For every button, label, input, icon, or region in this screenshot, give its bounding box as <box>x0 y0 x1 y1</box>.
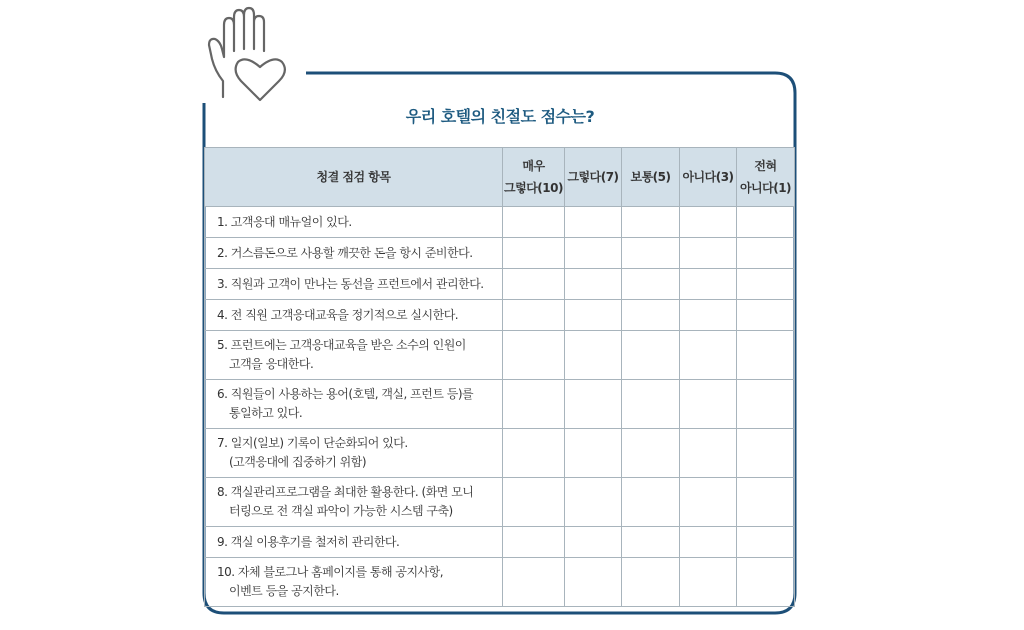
score-cell[interactable] <box>622 380 680 429</box>
score-cell[interactable] <box>737 207 795 238</box>
score-cell[interactable] <box>565 558 622 607</box>
hand-heart-icon <box>205 5 300 105</box>
score-cell[interactable] <box>622 478 680 527</box>
score-cell[interactable] <box>622 558 680 607</box>
header-score-neutral: 보통(5) <box>622 148 680 207</box>
row-item: 9. 객실 이용후기를 철저히 관리한다. <box>205 527 503 558</box>
row-item: 4. 전 직원 고객응대교육을 정기적으로 실시한다. <box>205 300 503 331</box>
score-cell[interactable] <box>622 300 680 331</box>
score-cell[interactable] <box>680 269 737 300</box>
score-cell[interactable] <box>565 300 622 331</box>
row-item: 8. 객실관리프로그램을 최대한 활용한다. (화면 모니 터링으로 전 객실 파악이 가능한 시스템 구축) <box>205 478 503 527</box>
row-item: 2. 거스름돈으로 사용할 깨끗한 돈을 항시 준비한다. <box>205 238 503 269</box>
score-cell[interactable] <box>680 238 737 269</box>
row-item: 5. 프런트에는 고객응대교육을 받은 소수의 인원이 고객을 응대한다. <box>205 331 503 380</box>
page-title: 우리 호텔의 친절도 점수는? <box>405 107 595 126</box>
score-cell[interactable] <box>680 331 737 380</box>
score-cell[interactable] <box>565 207 622 238</box>
score-cell[interactable] <box>622 269 680 300</box>
table-header-row <box>205 148 795 207</box>
row-item: 1. 고객응대 매뉴얼이 있다. <box>205 207 503 238</box>
row-item: 10. 자체 블로그나 홈페이지를 통해 공지사항, 이벤트 등을 공지한다. <box>205 558 503 607</box>
table-row <box>205 429 795 478</box>
checklist-table <box>204 147 795 607</box>
score-cell[interactable] <box>622 207 680 238</box>
score-cell[interactable] <box>565 331 622 380</box>
table-row <box>205 380 795 429</box>
table-row <box>205 238 795 269</box>
score-cell[interactable] <box>503 429 565 478</box>
score-cell[interactable] <box>622 527 680 558</box>
table-row <box>205 300 795 331</box>
score-cell[interactable] <box>565 380 622 429</box>
header-score-yes: 그렇다(7) <box>565 148 622 207</box>
score-cell[interactable] <box>503 300 565 331</box>
header-item: 청결 점검 항목 <box>205 148 503 207</box>
table-row <box>205 207 795 238</box>
score-cell[interactable] <box>565 478 622 527</box>
table-row <box>205 527 795 558</box>
score-cell[interactable] <box>503 527 565 558</box>
table-row <box>205 478 795 527</box>
table-row <box>205 331 795 380</box>
score-cell[interactable] <box>737 429 795 478</box>
score-cell[interactable] <box>565 527 622 558</box>
score-cell[interactable] <box>737 478 795 527</box>
score-cell[interactable] <box>737 527 795 558</box>
score-cell[interactable] <box>680 478 737 527</box>
score-cell[interactable] <box>503 269 565 300</box>
score-cell[interactable] <box>680 558 737 607</box>
score-cell[interactable] <box>737 558 795 607</box>
score-cell[interactable] <box>503 331 565 380</box>
score-cell[interactable] <box>503 558 565 607</box>
score-cell[interactable] <box>503 478 565 527</box>
score-cell[interactable] <box>680 380 737 429</box>
row-item: 6. 직원들이 사용하는 용어(호텔, 객실, 프런트 등)를 통일하고 있다. <box>205 380 503 429</box>
score-cell[interactable] <box>503 238 565 269</box>
score-cell[interactable] <box>737 269 795 300</box>
score-cell[interactable] <box>680 429 737 478</box>
score-cell[interactable] <box>565 238 622 269</box>
score-cell[interactable] <box>737 238 795 269</box>
row-item: 3. 직원과 고객이 만나는 동선을 프런트에서 관리한다. <box>205 269 503 300</box>
score-cell[interactable] <box>503 380 565 429</box>
score-cell[interactable] <box>565 269 622 300</box>
score-cell[interactable] <box>680 207 737 238</box>
score-cell[interactable] <box>565 429 622 478</box>
score-cell[interactable] <box>622 429 680 478</box>
table-row <box>205 269 795 300</box>
row-item: 7. 일지(일보) 기록이 단순화되어 있다. (고객응대에 집중하기 위함) <box>205 429 503 478</box>
score-cell[interactable] <box>622 238 680 269</box>
score-cell[interactable] <box>737 331 795 380</box>
score-cell[interactable] <box>680 300 737 331</box>
score-cell[interactable] <box>503 207 565 238</box>
header-score-never: 전혀 아니다(1) <box>737 148 795 207</box>
score-cell[interactable] <box>737 300 795 331</box>
header-score-no: 아니다(3) <box>680 148 737 207</box>
table-row <box>205 558 795 607</box>
score-cell[interactable] <box>622 331 680 380</box>
score-cell[interactable] <box>680 527 737 558</box>
header-score-very-yes: 매우 그렇다(10) <box>503 148 565 207</box>
score-cell[interactable] <box>737 380 795 429</box>
